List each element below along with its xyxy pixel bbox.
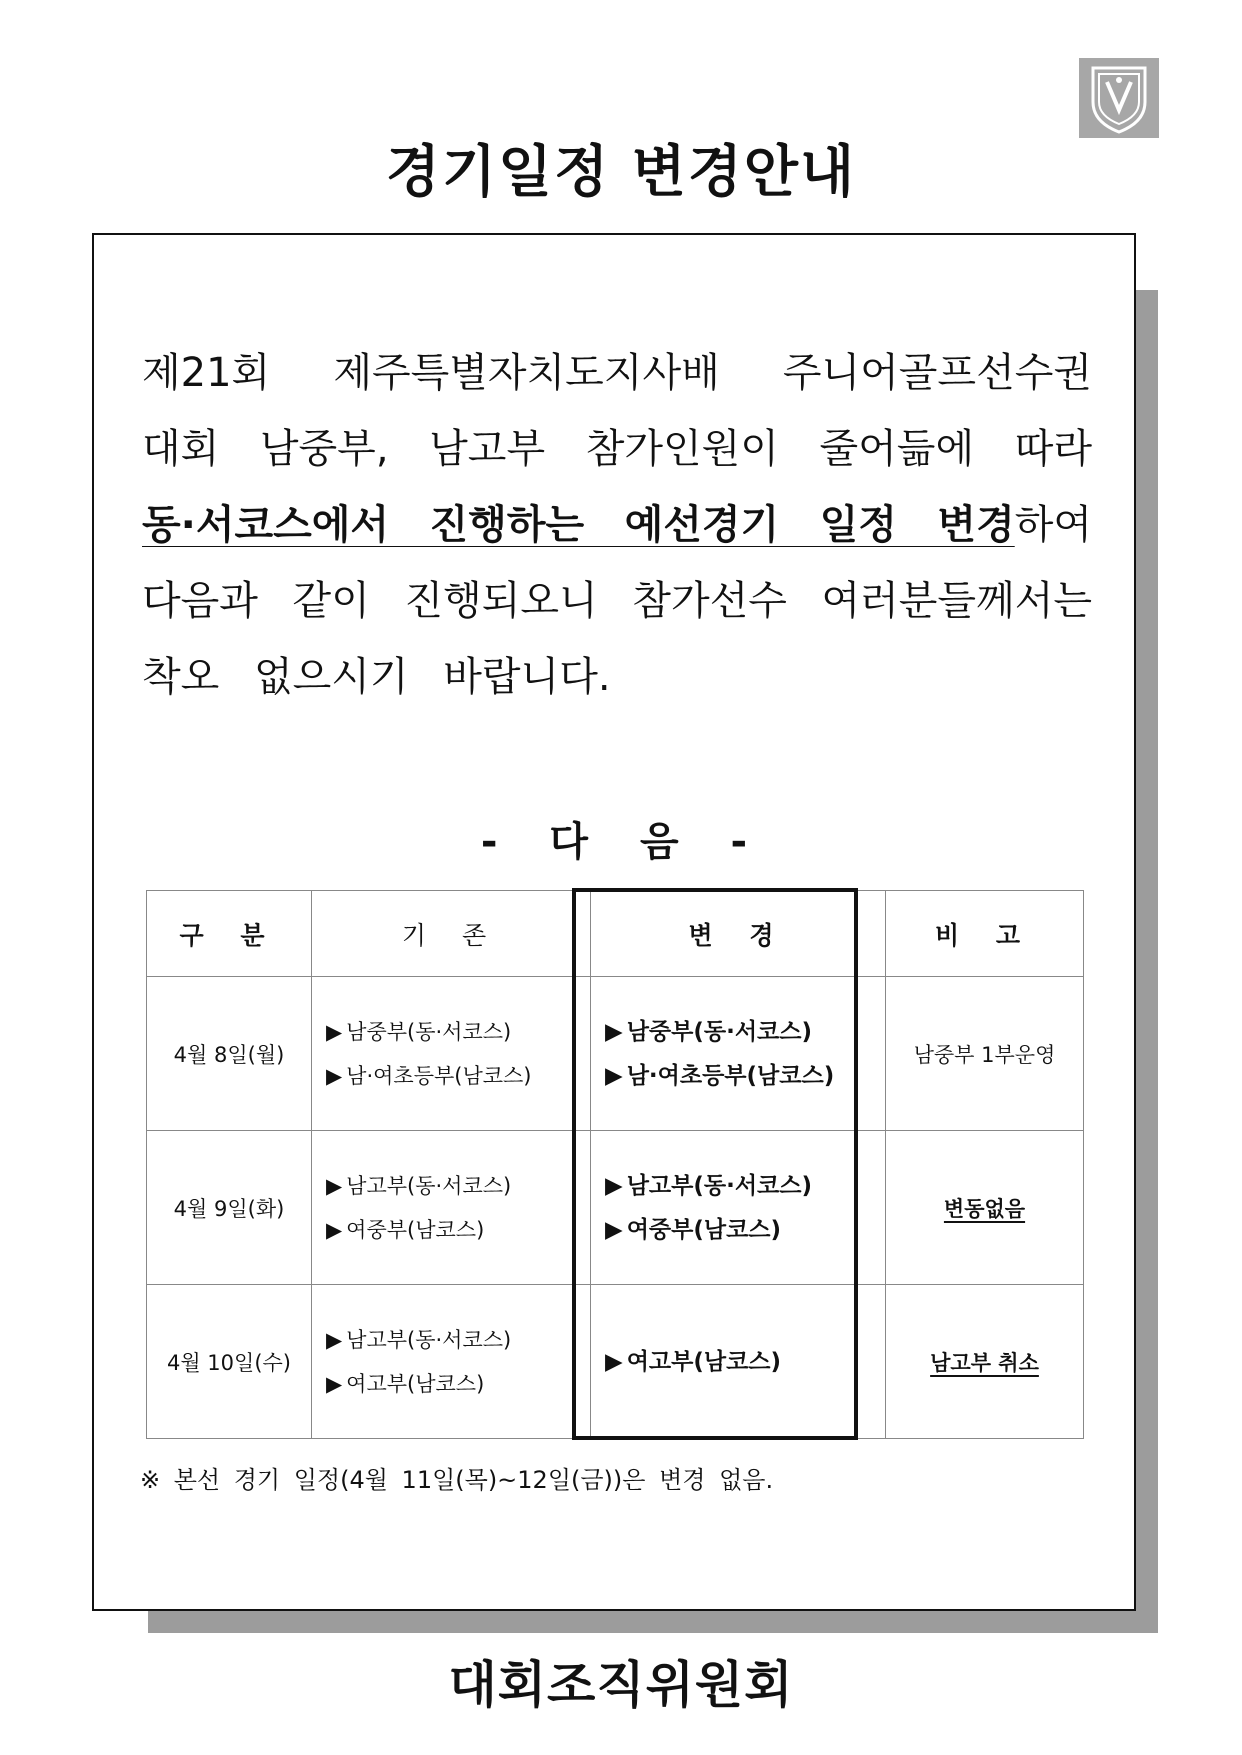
existing-item: ▶ 남고부(동·서코스) — [326, 1318, 590, 1362]
row-remark: 남고부 취소 — [886, 1285, 1084, 1439]
notice-line-3 — [142, 487, 1092, 563]
notice-emphasis: 동·서코스에서 진행하는 예선경기 일정 변경 — [142, 502, 1015, 548]
existing-item: ▶ 남·여초등부(남코스) — [326, 1054, 590, 1098]
existing-item: ▶ 남중부(동·서코스) — [326, 1010, 590, 1054]
row-remark: 변동없음 — [886, 1131, 1084, 1285]
association-logo — [1079, 58, 1159, 138]
footnote: ※ 본선 경기 일정(4월 11일(목)~12일(금))은 변경 없음. — [140, 1466, 774, 1494]
row-date: 4월 9일(화) — [147, 1131, 312, 1285]
notice-text — [142, 335, 1092, 715]
row-date: 4월 8일(월) — [147, 977, 312, 1131]
existing-item: ▶ 여고부(남코스) — [326, 1362, 590, 1406]
bullet-icon: ▶ — [326, 1371, 343, 1396]
row-existing — [312, 1131, 591, 1285]
notice-line-4: 다음과 같이 진행되오니 참가선수 여러분들께서는 — [142, 578, 1092, 624]
row-changed — [591, 977, 886, 1131]
bullet-icon: ▶ — [605, 1018, 623, 1045]
row-date: 4월 10일(수) — [147, 1285, 312, 1439]
row-existing — [312, 977, 591, 1131]
row-changed — [591, 1285, 886, 1439]
notice-line-1: 제21회 제주특별자치도지사배 주니어골프선수권 — [142, 350, 1092, 396]
bullet-icon: ▶ — [605, 1348, 623, 1375]
bullet-icon: ▶ — [605, 1216, 623, 1243]
table-row — [147, 1285, 1084, 1439]
notice-line-2: 대회 남중부, 남고부 참가인원이 줄어듦에 따라 — [142, 426, 1092, 472]
notice-line-5: 착오 없으시기 바랍니다. — [142, 654, 611, 700]
changed-item: ▶ 여고부(남코스) — [605, 1340, 885, 1384]
header-existing: 기 존 — [312, 891, 591, 977]
schedule-table — [146, 890, 1084, 1439]
bullet-icon: ▶ — [605, 1172, 623, 1199]
header-remarks: 비 고 — [886, 891, 1084, 977]
bullet-icon: ▶ — [605, 1062, 623, 1089]
row-remark: 남중부 1부운영 — [886, 977, 1084, 1131]
notice-frame — [92, 233, 1136, 1611]
bullet-icon: ▶ — [326, 1173, 343, 1198]
existing-item: ▶ 여중부(남코스) — [326, 1208, 590, 1252]
changed-item: ▶ 남중부(동·서코스) — [605, 1010, 885, 1054]
bullet-icon: ▶ — [326, 1217, 343, 1242]
document-title: 경기일정 변경안내 — [385, 140, 857, 205]
bullet-icon: ▶ — [326, 1327, 343, 1352]
bullet-icon: ▶ — [326, 1063, 343, 1088]
changed-item: ▶ 남·여초등부(남코스) — [605, 1054, 885, 1098]
golf-association-emblem-icon — [1079, 58, 1159, 138]
table-row — [147, 1131, 1084, 1285]
existing-item: ▶ 남고부(동·서코스) — [326, 1164, 590, 1208]
table-row — [147, 977, 1084, 1131]
section-heading: - 다 음 - — [480, 819, 748, 865]
header-changed: 변 경 — [591, 891, 886, 977]
organizer-name: 대회조직위원회 — [448, 1656, 794, 1714]
table-header-row — [147, 891, 1084, 977]
notice-line-3-rest: 하여 — [1014, 502, 1092, 548]
changed-item: ▶ 여중부(남코스) — [605, 1208, 885, 1252]
row-changed — [591, 1131, 886, 1285]
bullet-icon: ▶ — [326, 1019, 343, 1044]
header-category: 구 분 — [147, 891, 312, 977]
changed-item: ▶ 남고부(동·서코스) — [605, 1164, 885, 1208]
row-existing — [312, 1285, 591, 1439]
